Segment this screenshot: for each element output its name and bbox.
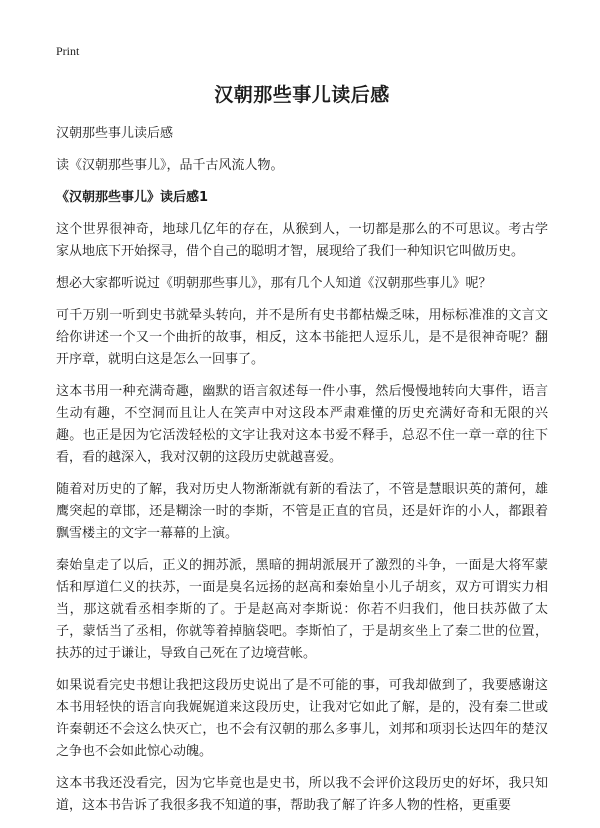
body-paragraph: 这本书用一种充满奇趣，幽默的语言叙述每一件小事，然后慢慢地转向大事件，语言生动有趣，不空洞而且让人在笑声中对这段本严肃难懂的历史充满好奇和无限的兴趣。也正是因为它活泼轻松的文字让我对这本书爱不释手，总忍不住一章一章的往下看，看的越深入，我对汉朝的这段历史就越喜爱。	[56, 384, 548, 465]
body-paragraph: 这本书我还没看完，因为它毕竟也是史书，所以我不会评价这段历史的好坏，我只知道，这本书告诉了我很多我不知道的事，帮助我了解了许多人物的性格，更重要	[56, 776, 548, 813]
body-paragraph: 可千万别一听到史书就晕头转向，并不是所有史书都枯燥乏味，用标标准准的文言文给你讲述一个又一个曲折的故事，相反，这本书能把人逗乐儿，是不是很神奇呢？翻开序章，就明白这是怎么一回事了。	[56, 308, 548, 367]
body-paragraph: 随着对历史的了解，我对历史人物渐渐就有新的看法了，不管是慧眼识英的萧何，雄鹰突起的章邯，还是糊涂一时的李斯，不管是正直的官员，还是奸诈的小人，都跟着飘雪楼主的文字一幕幕的上演。	[56, 482, 548, 541]
body-paragraph: 这个世界很神奇，地球几亿年的存在，从猴到人，一切都是那么的不可思议。考古学家从地底下开始探寻，借个自己的聪明才智，展现给了我们一种知识它叫做历史。	[56, 222, 548, 259]
print-label: Print	[56, 44, 80, 58]
body-paragraph: 秦始皇走了以后，正义的拥苏派，黑暗的拥胡派展开了激烈的斗争，一面是大将军蒙恬和厚道仁义的扶苏，一面是臭名远扬的赵高和秦始皇小儿子胡亥，双方可谓实力相当，那这就看丞相李斯的了。于是赵高对李斯说：你若不归我们，他日扶苏做了太子，蒙恬当了丞相，你就等着掉脑袋吧。李斯怕了，于是胡亥坐上了秦二世的位置，扶苏的过于谦让，导致自己死在了边境营帐。	[56, 558, 548, 661]
section-heading: 《汉朝那些事儿》读后感1	[56, 190, 209, 205]
intro-line-1: 汉朝那些事儿读后感	[56, 126, 174, 141]
body-paragraph: 想必大家都听说过《明朝那些事儿》，那有几个人知道《汉朝那些事儿》呢？	[56, 276, 492, 291]
document-title: 汉朝那些事儿读后感	[214, 84, 390, 106]
body-paragraph: 如果说看完史书想让我把这段历史说出了是不可能的事，可我却做到了，我要感谢这本书用轻快的语言向我娓娓道来这段历史，让我对它如此了解，是的，没有秦二世或许秦朝还不会这么快灭亡，也不会有汉朝的那么多事儿，刘邦和项羽长达四年的楚汉之争也不会如此惊心动魄。	[56, 678, 548, 759]
intro-line-2: 读《汉朝那些事儿》，品千古风流人物。	[56, 158, 284, 173]
